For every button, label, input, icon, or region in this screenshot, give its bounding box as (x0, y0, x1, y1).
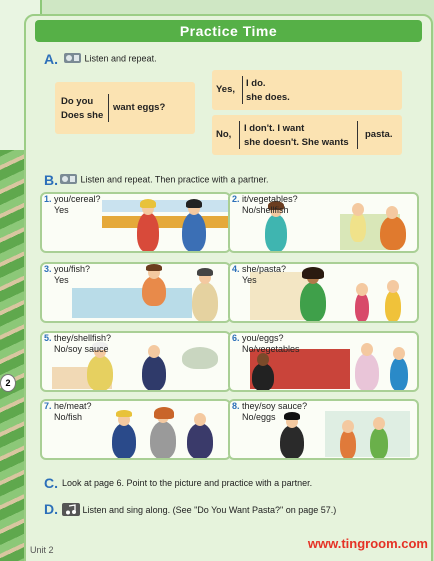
item-8-prompt: they/soy sauce? (242, 401, 308, 411)
item-7-label (44, 401, 92, 423)
question-subject-you: Do you (61, 96, 94, 107)
item-2-answer: No/shellfish (242, 205, 289, 215)
music-note-icon (62, 503, 80, 518)
section-d-instruction-row (62, 503, 336, 518)
yes-answer-1: I do. (246, 78, 266, 89)
item-6-prompt: you/eggs? (242, 333, 284, 343)
section-b-instruction-row (60, 173, 268, 187)
section-c-letter: C. (44, 475, 58, 491)
yes-answers (246, 77, 290, 105)
item-1-label (44, 194, 101, 216)
item-6-label (232, 333, 300, 355)
section-a-letter: A. (44, 51, 58, 67)
section-d-instruction: Listen and sing along. (See "Do You Want Pasta?" on page 57.) (82, 504, 337, 515)
item-4-answer: Yes (242, 275, 257, 285)
page-title: Practice Time (35, 20, 422, 42)
yes-label: Yes, (216, 84, 236, 95)
item-6-number: 6. (232, 333, 240, 343)
item-7-number: 7. (44, 401, 52, 411)
question-subject-she: Does she (61, 110, 104, 121)
item-2-number: 2. (232, 194, 240, 204)
yes-answer-2: she does. (246, 92, 290, 103)
section-a-instruction: Listen and repeat. (84, 53, 157, 64)
item-5-label (44, 333, 111, 355)
section-d-letter: D. (44, 501, 58, 517)
item-5-prompt: they/shellfish? (54, 333, 112, 343)
item-5-number: 5. (44, 333, 52, 343)
side-page-badge: 2 (0, 374, 16, 392)
no-answer-2: she doesn't. She wants (244, 137, 349, 148)
section-b-letter: B. (44, 172, 58, 188)
section-b-instruction: Listen and repeat. Then practice with a partner. (80, 174, 269, 185)
item-4-label (232, 264, 286, 286)
unit-label: Unit 2 (30, 545, 54, 555)
item-3-label (44, 264, 90, 286)
item-7-prompt: he/meat? (54, 401, 92, 411)
no-object-divider (357, 121, 358, 149)
question-chart-box (55, 82, 195, 134)
section-a-instruction-row (64, 52, 157, 66)
yes-divider (242, 76, 243, 104)
yes-answer-box (212, 70, 402, 110)
no-answer-1: I don't. I want (244, 123, 305, 134)
item-2-label (232, 194, 298, 216)
chart-divider (108, 94, 109, 122)
no-answers (244, 122, 349, 150)
item-1-number: 1. (44, 194, 52, 204)
item-3-answer: Yes (54, 275, 69, 285)
watermark-url: www.tingroom.com (307, 536, 428, 551)
section-c-instruction: Look at page 6. Point to the picture and practice with a partner. (62, 478, 313, 488)
cd-audio-icon (64, 52, 82, 66)
item-6-answer: No/vegetables (242, 344, 300, 354)
cd-audio-icon (60, 173, 78, 187)
question-object: want eggs? (113, 102, 166, 113)
item-1-prompt: you/cereal? (54, 194, 101, 204)
item-7-answer: No/fish (54, 412, 83, 422)
item-3-number: 3. (44, 264, 52, 274)
item-4-number: 4. (232, 264, 240, 274)
no-label: No, (216, 129, 232, 140)
no-answer-box (212, 115, 402, 155)
item-1-answer: Yes (54, 205, 69, 215)
item-8-answer: No/eggs (242, 412, 276, 422)
item-2-prompt: it/vegetables? (242, 194, 298, 204)
no-divider (239, 121, 240, 149)
no-object: pasta. (365, 129, 393, 140)
item-3-prompt: you/fish? (54, 264, 91, 274)
question-subjects (61, 95, 103, 123)
item-8-label (232, 401, 307, 423)
item-8-number: 8. (232, 401, 240, 411)
item-4-prompt: she/pasta? (242, 264, 287, 274)
item-5-answer: No/soy sauce (54, 344, 109, 354)
